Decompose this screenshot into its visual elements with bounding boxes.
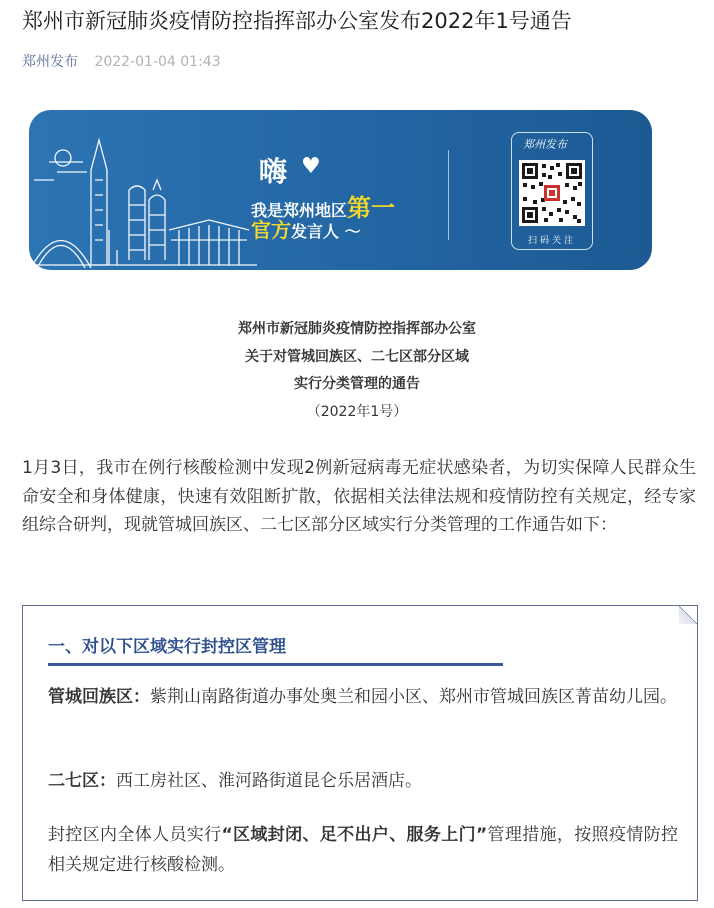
- notice-heading: [0, 316, 714, 426]
- article-meta: [22, 52, 221, 72]
- page-fold-corner: [679, 606, 697, 624]
- article-title: 郑州市新冠肺炎疫情防控指挥部办公室发布2022年1号通告: [22, 9, 572, 33]
- banner-divider: [448, 150, 449, 240]
- banner-slogan-d: 发言人: [291, 222, 340, 241]
- measures-post: 管理措施，按照疫情防控相关规定进行核酸检测。: [48, 825, 679, 875]
- zone-item-guancheng: [48, 682, 678, 712]
- banner-slogan-line2: [251, 214, 361, 243]
- wave-icon: ～: [339, 222, 361, 241]
- notice-line2: 关于对管城回族区、二七区部分区域: [245, 348, 469, 365]
- qr-caption: 扫码关注: [527, 236, 576, 246]
- section-title: 一、对以下区域实行封控区管理: [48, 637, 286, 657]
- section-underline: [48, 663, 503, 666]
- control-zone-section: [22, 605, 698, 901]
- source-link[interactable]: 郑州发布: [22, 54, 78, 70]
- zone-text-guancheng: 紫荆山南路街道办事处奥兰和园小区、郑州市管城回族区菁苗幼儿园。: [150, 687, 677, 707]
- qr-brand: 郑州发布: [523, 138, 567, 151]
- city-skyline-illustration: [29, 110, 259, 270]
- qr-code[interactable]: [519, 160, 585, 226]
- promo-banner: [29, 110, 652, 270]
- banner-hi: 嗨: [259, 155, 288, 188]
- banner-slogan-b: 第一: [347, 194, 396, 222]
- notice-line4: （2022年1号）: [306, 403, 408, 420]
- intro-paragraph: 1月3日，我市在例行核酸检测中发现2例新冠病毒无症状感染者，为切实保障人民群众生命安全和身体健康，快速有效阻断扩散，依据相关法律法规和疫情防控有关规定，经专家组综合研判，现就管城回族区、二七区部分区域实行分类管理的工作通告如下：: [22, 458, 696, 535]
- notice-line3: 实行分类管理的通告: [294, 376, 420, 392]
- measures-bold: “区域封闭、足不出户、服务上门”: [221, 825, 488, 845]
- zone-label-erqi: 二七区：: [48, 771, 116, 791]
- notice-line1: 郑州市新冠肺炎疫情防控指挥部办公室: [238, 321, 476, 337]
- zone-text-erqi: 西工房社区、淮河路街道昆仑乐居酒店。: [116, 771, 422, 791]
- banner-slogan-a: 我是郑州地区: [251, 201, 348, 220]
- zone-item-erqi: [48, 766, 678, 796]
- publish-time: 2022-01-04 01:43: [94, 54, 221, 70]
- zone-label-guancheng: 管城回族区：: [48, 687, 150, 707]
- zone-measures: [48, 820, 678, 880]
- measures-pre: 封控区内全体人员实行: [48, 825, 222, 845]
- heart-icon: ♥: [301, 154, 321, 179]
- banner-slogan-c: 官方: [251, 218, 291, 242]
